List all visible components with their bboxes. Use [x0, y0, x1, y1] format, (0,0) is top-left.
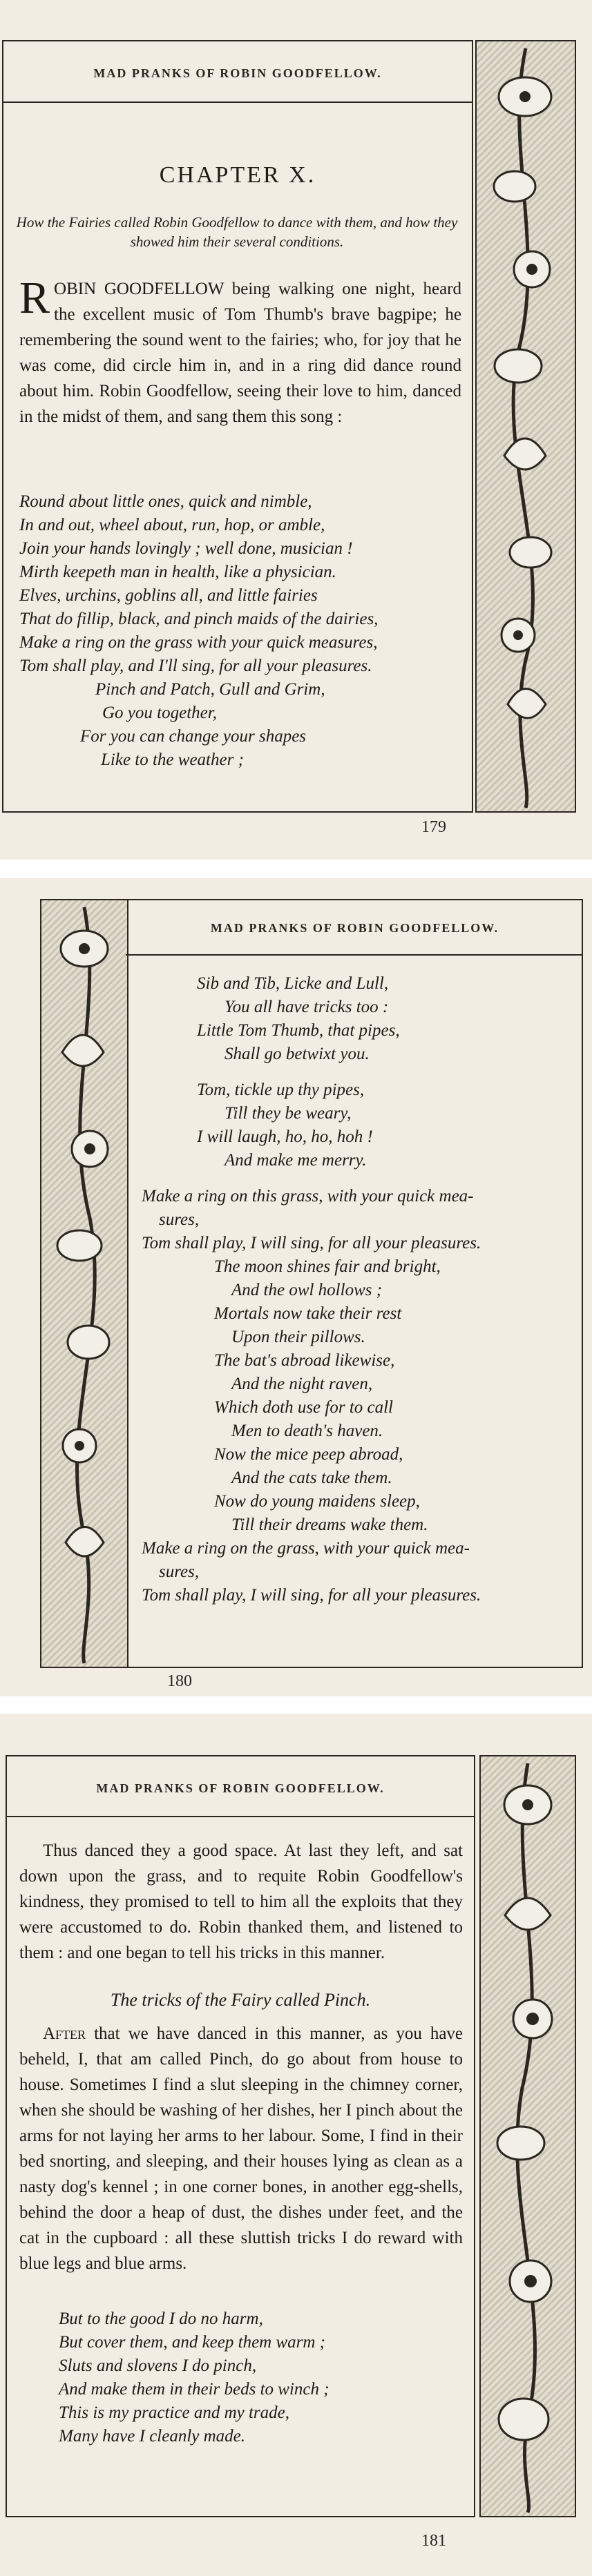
verse-line: Sluts and slovens I do pinch, — [59, 2356, 257, 2375]
running-head: MAD PRANKS OF ROBIN GOODFELLOW. — [96, 1781, 385, 1795]
verse-line: The bat's abroad likewise, — [214, 1351, 395, 1370]
floral-border-art — [477, 41, 575, 811]
verse-line: Tom shall play, I will sing, for all your pleasures. — [142, 1586, 481, 1605]
verse-line: Many have I cleanly made. — [59, 2427, 246, 2446]
verse-line: Join your hands lovingly ; well done, musician ! — [19, 539, 353, 558]
page-number: 179 — [421, 818, 446, 836]
verse-line: Men to death's haven. — [231, 1422, 383, 1440]
verse-line: And the night raven, — [231, 1375, 373, 1393]
verse-line: And make them in their beds to winch ; — [59, 2380, 330, 2399]
verse-line: Elves, urchins, goblins all, and little fairies — [19, 586, 318, 605]
page-number: 180 — [167, 1672, 192, 1690]
chapter-subtitle: How the Fairies called Robin Goodfellow to dance with them, and how they showed him their several conditions. — [16, 214, 458, 250]
verse-line: In and out, wheel about, run, hop, or amble, — [19, 516, 325, 534]
floral-border — [475, 40, 576, 813]
verse-line: Make a ring on the grass, with your quick mea- — [142, 1539, 470, 1558]
verse-line: Sib and Tib, Licke and Lull, — [197, 974, 389, 993]
verse-line: Till their dreams wake them. — [231, 1515, 428, 1534]
verse-line: Upon their pillows. — [231, 1328, 365, 1346]
header-rule — [2, 101, 472, 103]
floral-border-art — [41, 900, 127, 1667]
verse-line: Little Tom Thumb, that pipes, — [197, 1021, 400, 1040]
verse-line: sures, — [159, 1210, 200, 1229]
verse-line: And the owl hollows ; — [231, 1281, 383, 1299]
verse-line: And the cats take them. — [231, 1469, 392, 1487]
opening-paragraph — [19, 273, 461, 429]
drop-cap: R — [19, 273, 50, 323]
verse-line: Which doth use for to call — [214, 1398, 393, 1417]
verse-line: Tom shall play, and I'll sing, for all your pleasures. — [19, 657, 372, 675]
verse-line: And make me merry. — [225, 1151, 367, 1170]
page-181 — [0, 1714, 592, 2576]
header-rule — [126, 954, 583, 956]
verse-line: sures, — [159, 1562, 200, 1581]
verse-line: Shall go betwixt you. — [225, 1045, 370, 1063]
verse-line: Go you together, — [102, 704, 217, 722]
verse-line: Tom shall play, I will sing, for all your pleasures. — [142, 1234, 481, 1252]
verse-line: Mortals now take their rest — [214, 1304, 402, 1323]
section-title: The tricks of the Fairy called Pinch. — [110, 1990, 371, 2010]
paragraph-1: Thus danced they a good space. At last they left, and sat down upon the grass, and to requite Robin Goodfellow's kindness, they promised to tell to him all the exploits that they were accustomed to do. Robin thanked them, and listened to them : and one began to tell his tricks in this manner. — [19, 1841, 463, 1962]
verse-line: But cover them, and keep them warm ; — [59, 2333, 325, 2352]
verse-line: You all have tricks too : — [225, 998, 389, 1016]
verse-line: Like to the weather ; — [101, 750, 244, 769]
floral-border-art — [481, 1756, 575, 2516]
verse-line: Now the mice peep abroad, — [214, 1445, 403, 1464]
floral-border — [479, 1755, 576, 2517]
header-rule — [6, 1816, 474, 1817]
opening-text: OBIN GOODFELLOW being walking one night, heard the excellent music of Tom Thumb's brave bagpipe; he remembering the sound went to the fairies; who, for joy that he was come, did circle him in, and in a ring did dance round about him. Robin Goodfellow, seeing their love to him, danced in the midst of them, and sang them this song : — [19, 280, 461, 426]
page-number: 181 — [421, 2532, 446, 2550]
verse-line: Mirth keepeth man in health, like a physician. — [19, 563, 336, 581]
verse-line: Make a ring on the grass with your quick measures, — [19, 633, 378, 652]
verse-line: But to the good I do no harm, — [59, 2309, 263, 2328]
lead-word: After — [43, 2024, 86, 2043]
page-180 — [0, 878, 592, 1696]
paragraph-2 — [19, 2021, 463, 2276]
verse-line: Pinch and Patch, Gull and Grim, — [95, 680, 325, 699]
verse-line: Till they be weary, — [225, 1104, 352, 1123]
verse-line: The moon shines fair and bright, — [214, 1257, 441, 1276]
verse-line: This is my practice and my trade, — [59, 2403, 289, 2422]
floral-border — [40, 899, 128, 1668]
verse-line: For you can change your shapes — [80, 727, 307, 746]
verse-line: That do fillip, black, and pinch maids of the dairies, — [19, 610, 379, 628]
running-head: MAD PRANKS OF ROBIN GOODFELLOW. — [93, 66, 382, 80]
fairy-verse — [59, 2307, 473, 2448]
verse-line: Round about little ones, quick and nimble, — [19, 492, 312, 511]
chapter-title: CHAPTER X. — [159, 162, 316, 188]
song-verse-1 — [19, 490, 468, 772]
verse-line: Now do young maidens sleep, — [214, 1492, 420, 1511]
verse-line: Tom, tickle up thy pipes, — [197, 1081, 365, 1099]
verse-line: Make a ring on this grass, with your quick mea- — [142, 1187, 474, 1205]
verse-line: I will laugh, ho, ho, hoh ! — [197, 1127, 373, 1146]
page-179 — [0, 0, 592, 860]
paragraph-2-text: that we have danced in this manner, as you have beheld, I, that am called Pinch, do go about from house to house. Sometimes I find a slut sleeping in the chimney corner, when she should be washing of her dishes, her I pinch about the arms for not laying her arms to her labour. Some, I find in their bed snorting, and sleeping, and their houses lying as clean as a nasty dog's kennel ; in one corner bones, in another egg-shells, behind the door a heap of dust, the dishes under feet, and the cat in the cupboard : all these sluttish tricks I do reward with blue legs and blue arms. — [19, 2024, 464, 2273]
running-head: MAD PRANKS OF ROBIN GOODFELLOW. — [210, 921, 499, 935]
song-verse-2 — [142, 972, 584, 1607]
